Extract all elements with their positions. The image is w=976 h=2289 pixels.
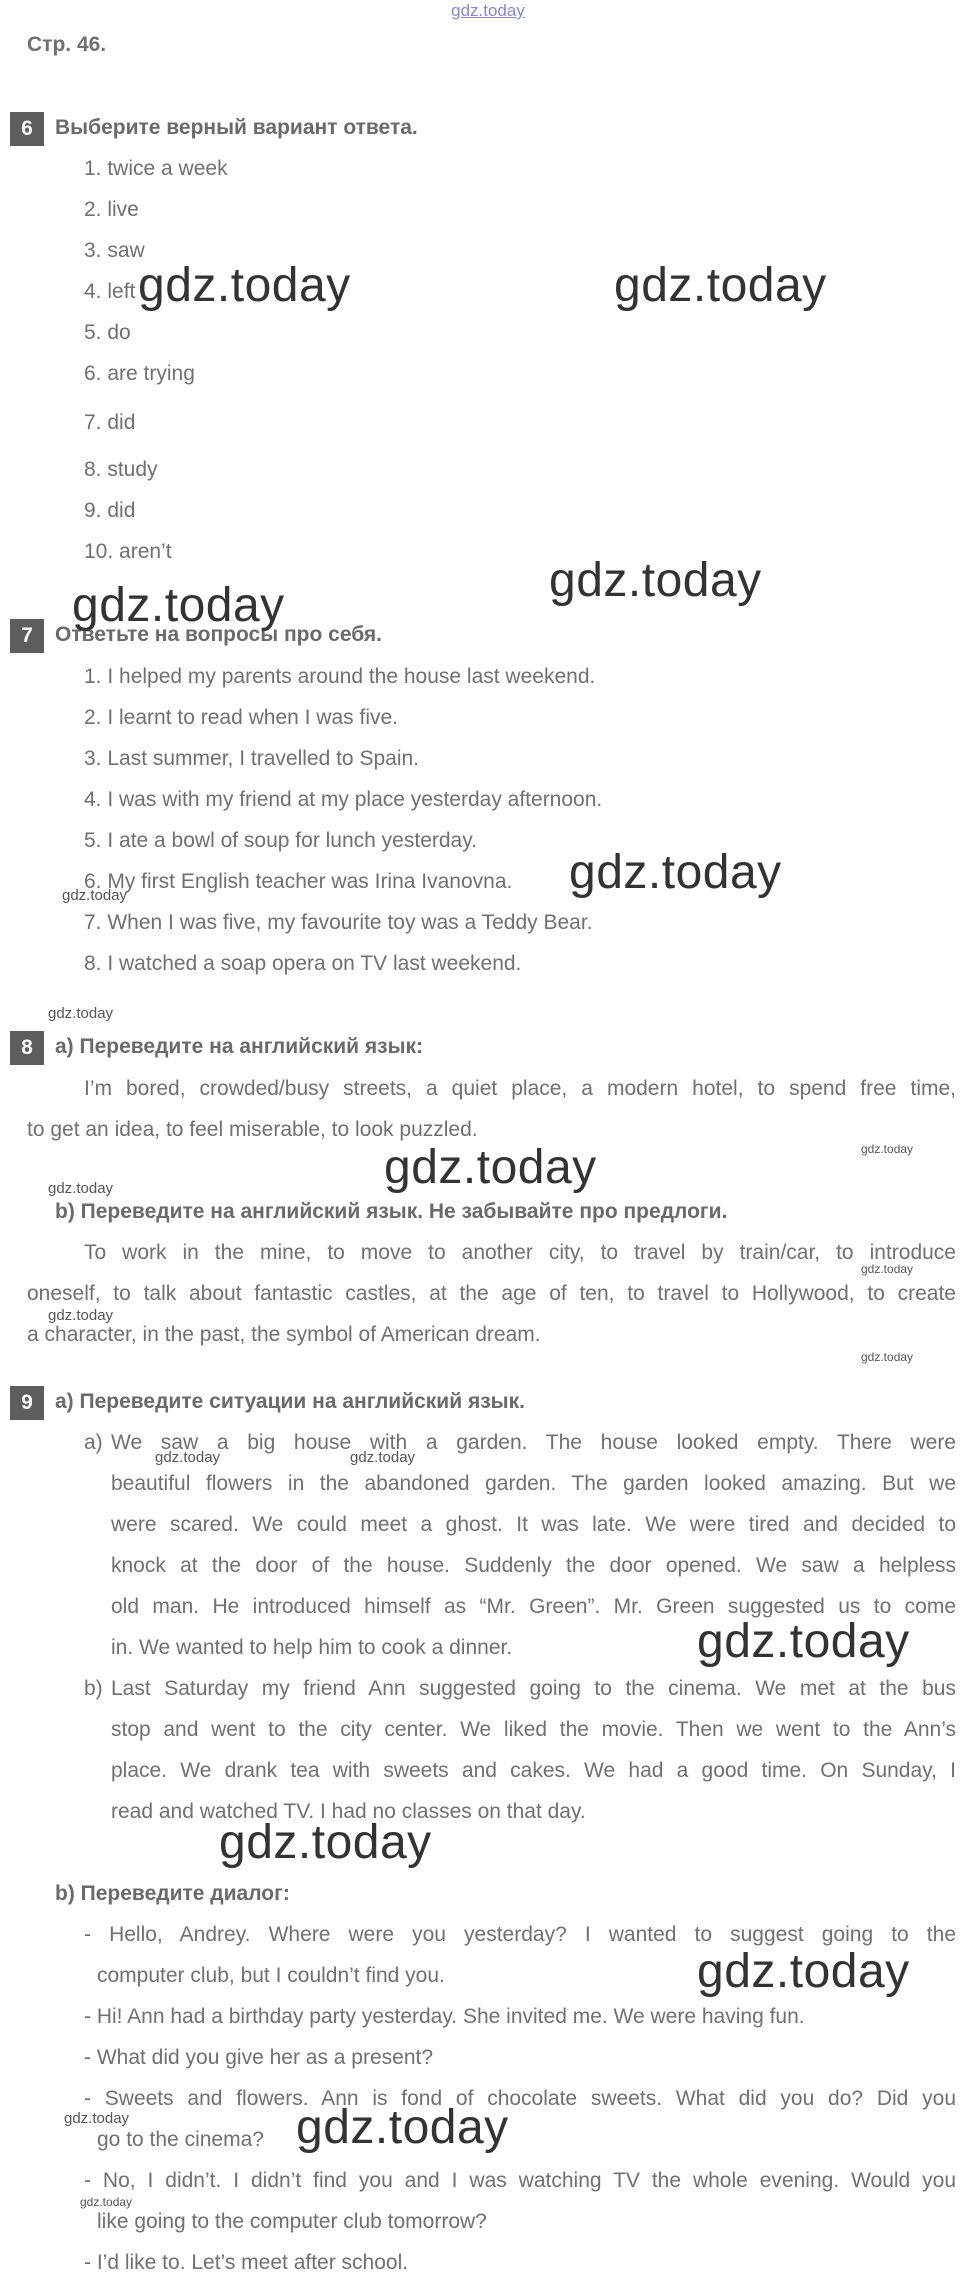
task-9-number: 9 [10,1386,44,1420]
situation-a-line-5: old man. He introduced himself as “Mr. Green”. Mr. Green suggested us to come [111,1595,956,1618]
task-7-answer-2: 2. I learnt to read when I was five. [84,706,398,729]
task-7-answer-3: 3. Last summer, I travelled to Spain. [84,747,419,770]
situation-a-line-6: in. We wanted to help him to cook a dinner. [111,1636,513,1659]
situation-a-line-1: We saw a big house with a garden. The house looked empty. There were [111,1431,956,1454]
watermark-small: gdz.today [48,1005,114,1022]
task-6-number: 6 [10,112,44,146]
dialogue-line-8: like going to the computer club tomorrow? [97,2210,487,2233]
task-6-answer-2: 2. live [84,198,139,221]
watermark-big: gdz.today [138,259,351,312]
task-8a-heading: a) Переведите на английский язык: [55,1035,424,1058]
situation-b-line-3: place. We drank tea with sweets and cakes. We had a good time. On Sunday, I [111,1759,956,1782]
dialogue-line-6: go to the cinema? [97,2128,264,2151]
watermark-big: gdz.today [697,1615,910,1668]
top-watermark: gdz.today [451,1,525,20]
task-7-answer-7: 7. When I was five, my favourite toy was a Teddy Bear. [84,911,593,934]
task-6-answer-3: 3. saw [84,239,145,262]
watermark-small: gdz.today [861,1262,914,1276]
situation-b-marker: b) [84,1677,103,1700]
watermark-big: gdz.today [549,554,762,607]
task-9a-heading: a) Переведите ситуации на английский язык. [55,1390,525,1413]
dialogue-line-5: - Sweets and flowers. Ann is fond of chocolate sweets. What did you do? Did you [84,2087,956,2110]
task-8b-line-3: a character, in the past, the symbol of American dream. [27,1323,541,1346]
watermark-big: gdz.today [296,2101,509,2154]
watermark-big: gdz.today [72,579,285,632]
dialogue-line-4: - What did you give her as a present? [84,2046,434,2069]
task-8b-line-1: To work in the mine, to move to another city, to travel by train/car, to introduce [84,1241,956,1264]
watermark-small: gdz.today [80,2195,133,2209]
task-6-heading: Выберите верный вариант ответа. [55,116,418,139]
watermark-small: gdz.today [861,1350,914,1364]
task-7-answer-5: 5. I ate a bowl of soup for lunch yesterday. [84,829,478,852]
task-6-answer-6: 6. are trying [84,362,195,385]
watermark-big: gdz.today [569,846,782,899]
dialogue-line-3: - Hi! Ann had a birthday party yesterday. She invited me. We were having fun. [84,2005,805,2028]
task-6-answer-9: 9. did [84,499,136,522]
task-7-number: 7 [10,619,44,653]
dialogue-line-7: - No, I didn’t. I didn’t find you and I was watching TV the whole evening. Would you [84,2169,956,2192]
situation-a-line-2: beautiful flowers in the abandoned garden. The garden looked amazing. But we [111,1472,956,1495]
watermark-big: gdz.today [697,1945,910,1998]
task-8-number: 8 [10,1031,44,1065]
situation-b-line-1: Last Saturday my friend Ann suggested going to the cinema. We met at the bus [111,1677,956,1700]
watermark-big: gdz.today [219,1816,432,1869]
watermark-big: gdz.today [384,1141,597,1194]
task-6-answer-8: 8. study [84,458,158,481]
situation-a-marker: a) [84,1431,103,1454]
task-7-answer-4: 4. I was with my friend at my place yesterday afternoon. [84,788,603,811]
situation-a-line-4: knock at the door of the house. Suddenly the door opened. We saw a helpless [111,1554,956,1577]
task-7-answer-8: 8. I watched a soap opera on TV last weekend. [84,952,522,975]
watermark-small: gdz.today [861,1142,914,1156]
task-6-answer-5: 5. do [84,321,131,344]
task-7-answer-6: 6. My first English teacher was Irina Ivanovna. [84,870,513,893]
task-8a-line-2: to get an idea, to feel miserable, to look puzzled. [27,1118,478,1141]
task-6-answer-1: 1. twice a week [84,157,228,180]
task-8a-line-1: I’m bored, crowded/busy streets, a quiet place, a modern hotel, to spend free time, [84,1077,956,1100]
task-7-heading: Ответьте на вопросы про себя. [55,623,383,646]
task-6-answer-4: 4. left [84,280,136,303]
task-8b-heading: b) Переведите на английский язык. Не забывайте про предлоги. [55,1200,728,1223]
task-6-answer-10: 10. aren’t [84,540,172,563]
dialogue-line-1: - Hello, Andrey. Where were you yesterday? I wanted to suggest going to the [84,1923,956,1946]
dialogue-line-2: computer club, but I couldn’t find you. [97,1964,445,1987]
watermark-small: gdz.today [48,1307,114,1324]
watermark-small: gdz.today [155,1449,221,1466]
watermark-small: gdz.today [350,1449,416,1466]
task-9b-heading: b) Переведите диалог: [55,1882,290,1905]
task-7-answer-1: 1. I helped my parents around the house last weekend. [84,665,596,688]
situation-b-line-2: stop and went to the city center. We liked the movie. Then we went to the Ann’s [111,1718,956,1741]
watermark-small: gdz.today [62,887,128,904]
task-6-answer-7: 7. did [84,411,136,434]
watermark-big: gdz.today [614,259,827,312]
watermark-small: gdz.today [48,1180,114,1197]
task-8b-line-2: oneself, to talk about fantastic castles, at the age of ten, to travel to Hollywood, to create [27,1282,956,1305]
watermark-small: gdz.today [64,2110,130,2127]
dialogue-line-9: - I’d like to. Let’s meet after school. [84,2251,409,2274]
page-label: Стр. 46. [27,33,107,56]
situation-a-line-3: were scared. We could meet a ghost. It was late. We were tired and decided to [111,1513,956,1536]
situation-b-line-4: read and watched TV. I had no classes on that day. [111,1800,586,1823]
